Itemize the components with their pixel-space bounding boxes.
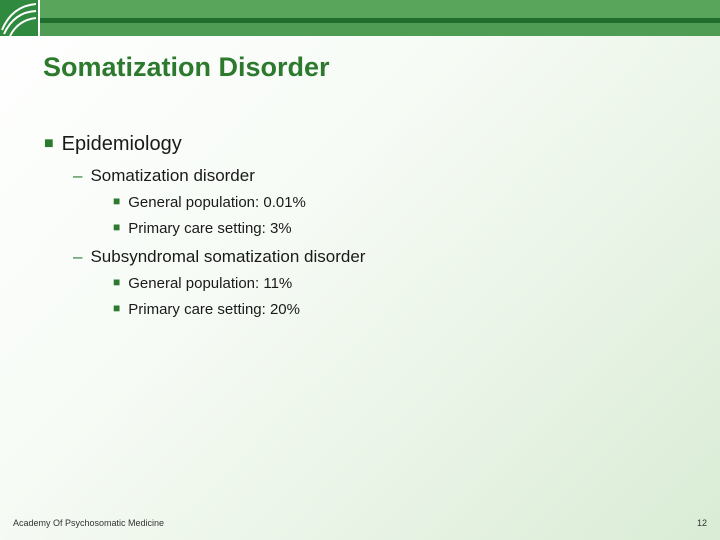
footer-organization: Academy Of Psychosomatic Medicine bbox=[13, 518, 165, 528]
square-bullet-icon: ■ bbox=[113, 220, 121, 234]
item-text: General population: 11% bbox=[128, 275, 293, 292]
bullet-level2-subsyndromal bbox=[73, 247, 365, 267]
square-bullet-icon: ■ bbox=[113, 275, 121, 289]
square-bullet-icon: ■ bbox=[44, 135, 54, 152]
group-label: Subsyndromal somatization disorder bbox=[90, 247, 366, 266]
bullet-level3-item bbox=[113, 194, 306, 211]
heading-text: Epidemiology bbox=[61, 133, 182, 155]
bullet-level1-epidemiology bbox=[44, 133, 182, 156]
item-text: General population: 0.01% bbox=[128, 194, 306, 211]
item-text: Primary care setting: 20% bbox=[128, 301, 300, 318]
bullet-level3-item bbox=[113, 220, 292, 237]
bullet-level3-item bbox=[113, 301, 300, 318]
page-number: 12 bbox=[696, 518, 707, 528]
bullet-level3-item bbox=[113, 275, 292, 292]
dash-bullet-icon: – bbox=[73, 247, 83, 266]
group-label: Somatization disorder bbox=[90, 166, 255, 185]
item-text: Primary care setting: 3% bbox=[128, 220, 292, 237]
dash-bullet-icon: – bbox=[73, 166, 83, 185]
square-bullet-icon: ■ bbox=[113, 194, 121, 208]
bullet-level2-somatization bbox=[73, 166, 255, 186]
slide-title: Somatization Disorder bbox=[43, 52, 330, 82]
square-bullet-icon: ■ bbox=[113, 301, 121, 315]
